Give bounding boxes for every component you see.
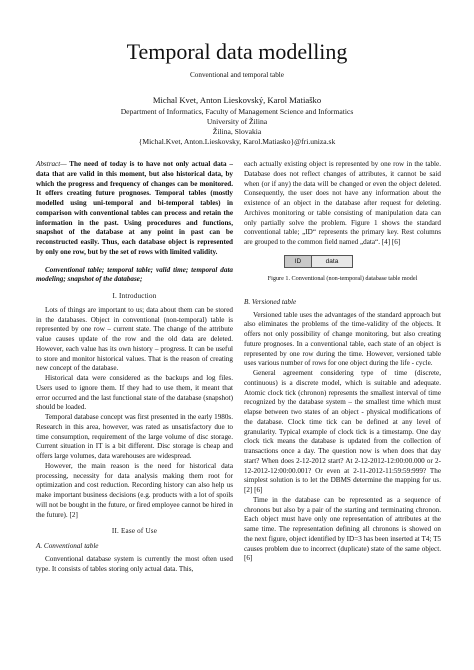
intro-paragraph: Lots of things are important to us; data about them can be stored in the databases. Object in conventional (non-temporal) table is represented by one row – current state. The change of the attribute value causes update of the row and the old data are deleted. However, each value has its own history – progress. It can be useful to store and monitor historical values. That is the reason of creating new concept of the database. xyxy=(36,305,233,373)
versioned-paragraph: General agreement considering type of time (discrete, continuous) is a discrete model, which is suitable and adequate. Atomic clock tick (chronon) represents the smallest interval of time recognized by the database system – the smallest time which must elapse between two states of an object - physical modifications of the database. Clock time tick can be defined at any level of granularity. Typical example of clock tick is a timestamp. One day clock tick means the database is updated from the collection of transactions once a day. The question now is when does that day start? When does 2-12-2012 start? At 2-12-2012-12:00:00.000 or 2-12-2012-12:00:00.001? Or even at 2-11-2012-11:59:59:999? The simplest solution is to let the DBMS determine the mapping for us. [2] [6] xyxy=(244,369,441,494)
abstract-text: The need of today is to have not only actual data – data that are valid in this moment, but also historical data, by which the progress and frequency of changes can be monitored. It offers creating future prognoses. Temporal tables (mostly modelled using uni-temporal and bi-temporal tables) in comparison with conventional tables can process and retain the information in the past. Using procedures and functions, snapshot of the database at any point in past can be reconstructed easily. Thus, each database object is represented by only one row, but by the set of rows with limited validity. xyxy=(36,160,233,256)
conventional-paragraph: Conventional database system is currently the most often used type. It consists of tables storing only actual data. This, xyxy=(36,554,233,573)
versioned-paragraph: Time in the database can be represented as a sequence of chronons but also by a pair of the starting and terminating chronon. Each object must have only one representation of attributes at the same time. The representation defining all chronons is showed on the next figure, object identified by ID=3 has been inserted at T4; T5 causes problem due to incorrect (duplicate) state of the same object. [6] xyxy=(244,495,441,563)
table-model-diagram xyxy=(284,255,353,268)
intro-paragraph: Temporal database concept was first presented in the early 1980s. Research in this area, however, was rated as unsatisfactory due to time consumption, requirement of the large volume of disc storage. Current situation in IT is a bit different. Disc storage is cheap and offers large volumes, data warehouses are widespread. xyxy=(36,413,233,460)
right-column xyxy=(244,160,441,564)
intro-paragraph: However, the main reason is the need for historical data processing, necessity for data analysis making them root for optimization and cost reduction. Recording history can also help us make important business decisions (e.g. products with a lot of spoils will not be bought in the future, or fired employee cannot be hired in the future). [2] xyxy=(36,461,233,519)
author-list: Michal Kvet, Anton Lieskovský, Karol Matiaško xyxy=(152,95,322,105)
subsection-heading-conventional-table: A. Conventional table xyxy=(36,542,99,550)
abstract xyxy=(36,160,233,258)
intro-paragraph: Historical data were considered as the backups and log files. Users used to ignore them. If they had to use them, it meant that error occurred and the last functional state of the database (snapshot) should be loaded. xyxy=(36,374,233,412)
left-column xyxy=(36,160,233,574)
section-heading-introduction: I. Introduction xyxy=(112,292,157,300)
affiliation-department: Department of Informatics, Faculty of Management Science and Informatics xyxy=(120,107,354,116)
section-heading-ease-of-use: II. Ease of Use xyxy=(111,527,158,536)
figure-caption: Figure 1. Conventional (non-temporal) database table model xyxy=(267,274,418,282)
affiliation-city: Žilina, Slovakia xyxy=(212,127,262,136)
affiliation-university: University of Žilina xyxy=(206,117,268,126)
primary-key-column: ID xyxy=(285,256,312,267)
versioned-paragraph: Versioned table uses the advantages of the standard approach but also eliminates the problems of the time-validity of the objects. It offers not only possibility of change monitoring, but also creating future prognoses. In a conventional table, each state of an object is represented by one row during the time. However, versioned table uses various number of rows for one object during the life - cycle. xyxy=(244,310,441,368)
keywords: Conventional table; temporal table; valid time; temporal data modeling; snapshot of the database; xyxy=(36,265,233,284)
conventional-continued-paragraph: each actually existing object is represented by one row in the table. Database does not reflect changes of attributes, it cannot be said when (or if any) the data will be changed or even the object deleted. Consequently, the user does not have any information about the existence of an object in the database after request for deleting. Archives monitoring or table consisting of manipulation data can only partially solve the problem. Figure 1 shows the standard conventional table; „ID“ represents the primary key. Rest columns are grouped to the common field named „data“. [4] [6] xyxy=(244,160,441,246)
affiliation-emails: {Michal.Kvet, Anton.Lieskovsky, Karol.Matiasko}@fri.uniza.sk xyxy=(138,137,336,146)
subsection-heading-versioned-table: B. Versioned table xyxy=(244,297,297,306)
paper-subtitle: Conventional and temporal table xyxy=(189,71,284,79)
paper-title: Temporal data modelling xyxy=(126,39,348,64)
figure-1 xyxy=(244,255,441,293)
abstract-label: Abstract— xyxy=(36,160,67,168)
data-column: data xyxy=(312,256,352,267)
